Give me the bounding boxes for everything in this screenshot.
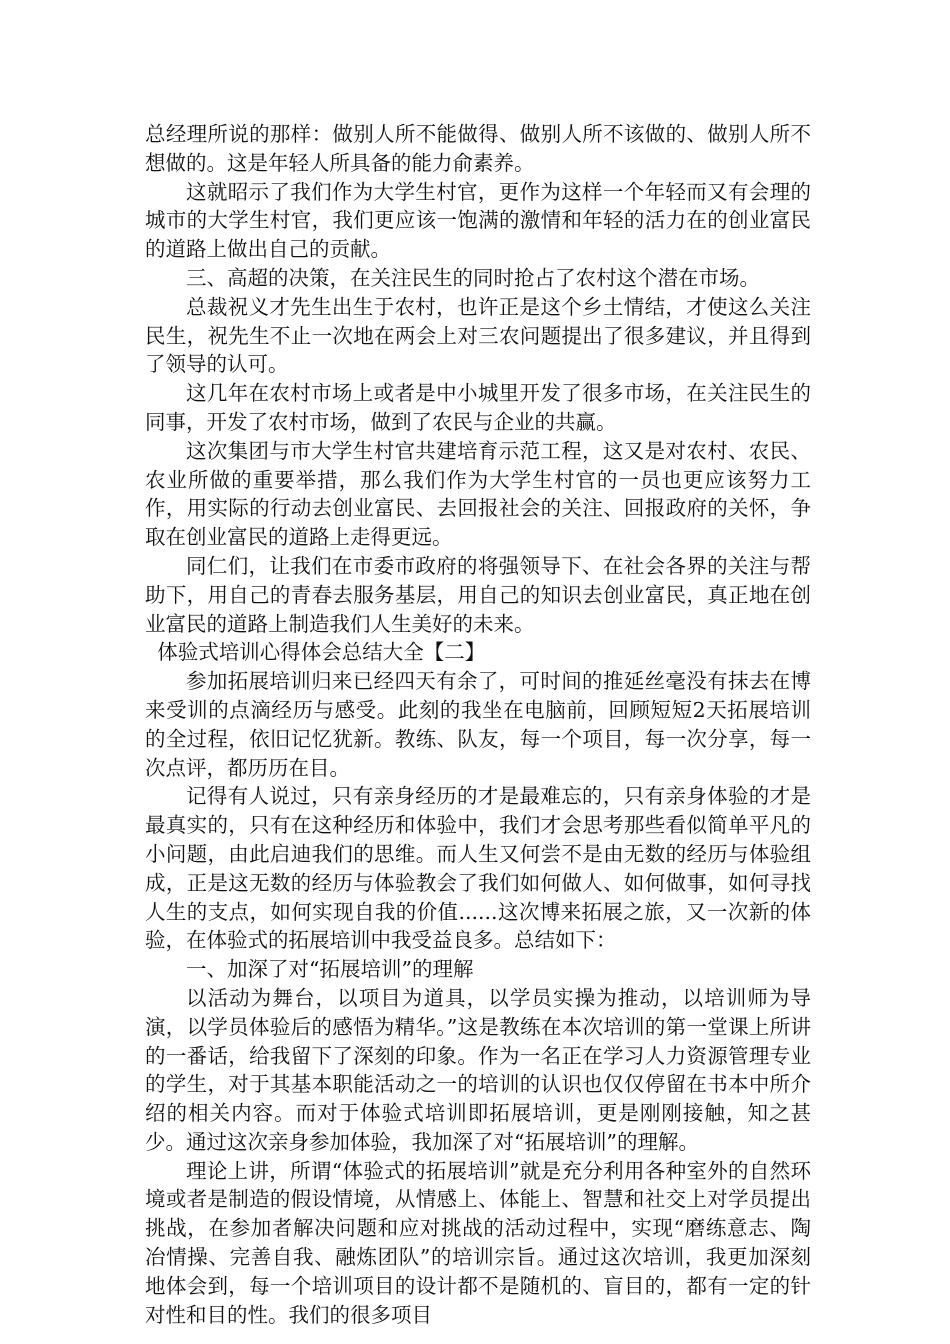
paragraph: 同仁们，让我们在市委市政府的将强领导下、在社会各界的关注与帮助下，用自己的青春去服务基层，用自己的知识去创业富民，真正地在创业富民的道路上制造我们人生美好的未来。 xyxy=(145,553,811,636)
paragraph: 这几年在农村市场上或者是中小城里开发了很多市场，在关注民生的同事，开发了农村市场，做到了农民与企业的共赢。 xyxy=(145,381,811,434)
subheading: 一、加深了对“拓展培训”的理解 xyxy=(186,957,474,982)
paragraph: 这就昭示了我们作为大学生村官，更作为这样一个年轻而又有会理的城市的大学生村官，我们更应该一饱满的激情和年轻的活力在的创业富民的道路上做出自己的贡献。 xyxy=(145,179,811,262)
paragraph: 理论上讲，所谓“体验式的拓展培训”就是充分利用各种室外的自然环境或者是制造的假设情境，从情感上、体能上、智慧和社交上对学员提出挑战，在参加者解决问题和应对挑战的活动过程中，实现“磨练意志、陶冶情操、完善自我、融炼团队”的培训宗旨。通过这次培训，我更加深刻地体会到，每一个培训项目的设计都不是随机的、盲目的，都有一定的针对性和目的性。我们的很多项目 xyxy=(145,1158,811,1327)
paragraph: 三、高超的决策，在关注民生的同时抢占了农村这个潜在市场。 xyxy=(186,265,760,290)
document-page xyxy=(145,120,811,1329)
section-title: 体验式培训心得体会总结大全【二】 xyxy=(157,640,486,665)
paragraph: 这次集团与市大学生村官共建培育示范工程，这又是对农村、农民、农业所做的重要举措，那么我们作为大学生村官的一员也更应该努力工作，用实际的行动去创业富民、去回报社会的关注、回报政府的关怀，争取在创业富民的道路上走得更远。 xyxy=(145,438,811,550)
paragraph: 总经理所说的那样：做别人所不能做得、做别人所不该做的、做别人所不想做的。这是年轻人所具备的能力俞素养。 xyxy=(145,122,811,175)
paragraph: 参加拓展培训归来已经四天有余了，可时间的推延丝毫没有抹去在博来受训的点滴经历与感受。此刻的我坐在电脑前，回顾短短2天拓展培训的全过程，依旧记忆犹新。教练、队友，每一个项目，每一次分享，每一次点评，都历历在目。 xyxy=(145,669,811,780)
paragraph: 总裁祝义才先生出生于农村，也许正是这个乡土情结，才使这么关注民生，祝先生不止一次地在两会上对三农问题提出了很多建议，并且得到了领导的认可。 xyxy=(145,294,811,377)
paragraph: 以活动为舞台，以项目为道具，以学员实操为推动，以培训师为导演，以学员体验后的感悟为精华。”这是教练在本次培训的第一堂课上所讲的一番话，给我留下了深刻的印象。作为一名正在学习人力资源管理专业的学生，对于其基本职能活动之一的培训的认识也仅仅停留在书本中所介绍的相关内容。而对于体验式培训即拓展培训，更是刚刚接触，知之甚少。通过这次亲身参加体验，我加深了对“拓展培训”的理解。 xyxy=(145,985,811,1154)
paragraph: 记得有人说过，只有亲身经历的才是最难忘的，只有亲身体验的才是最真实的，只有在这种经历和体验中，我们才会思考那些看似简单平凡的小问题，由此启迪我们的思维。而人生又何尝不是由无数的经历与体验组成，正是这无数的经历与体验教会了我们如何做人、如何做事，如何寻找人生的支点，如何实现自我的价值......这次博来拓展之旅，又一次新的体验，在体验式的拓展培训中我受益良多。总结如下： xyxy=(145,784,811,953)
